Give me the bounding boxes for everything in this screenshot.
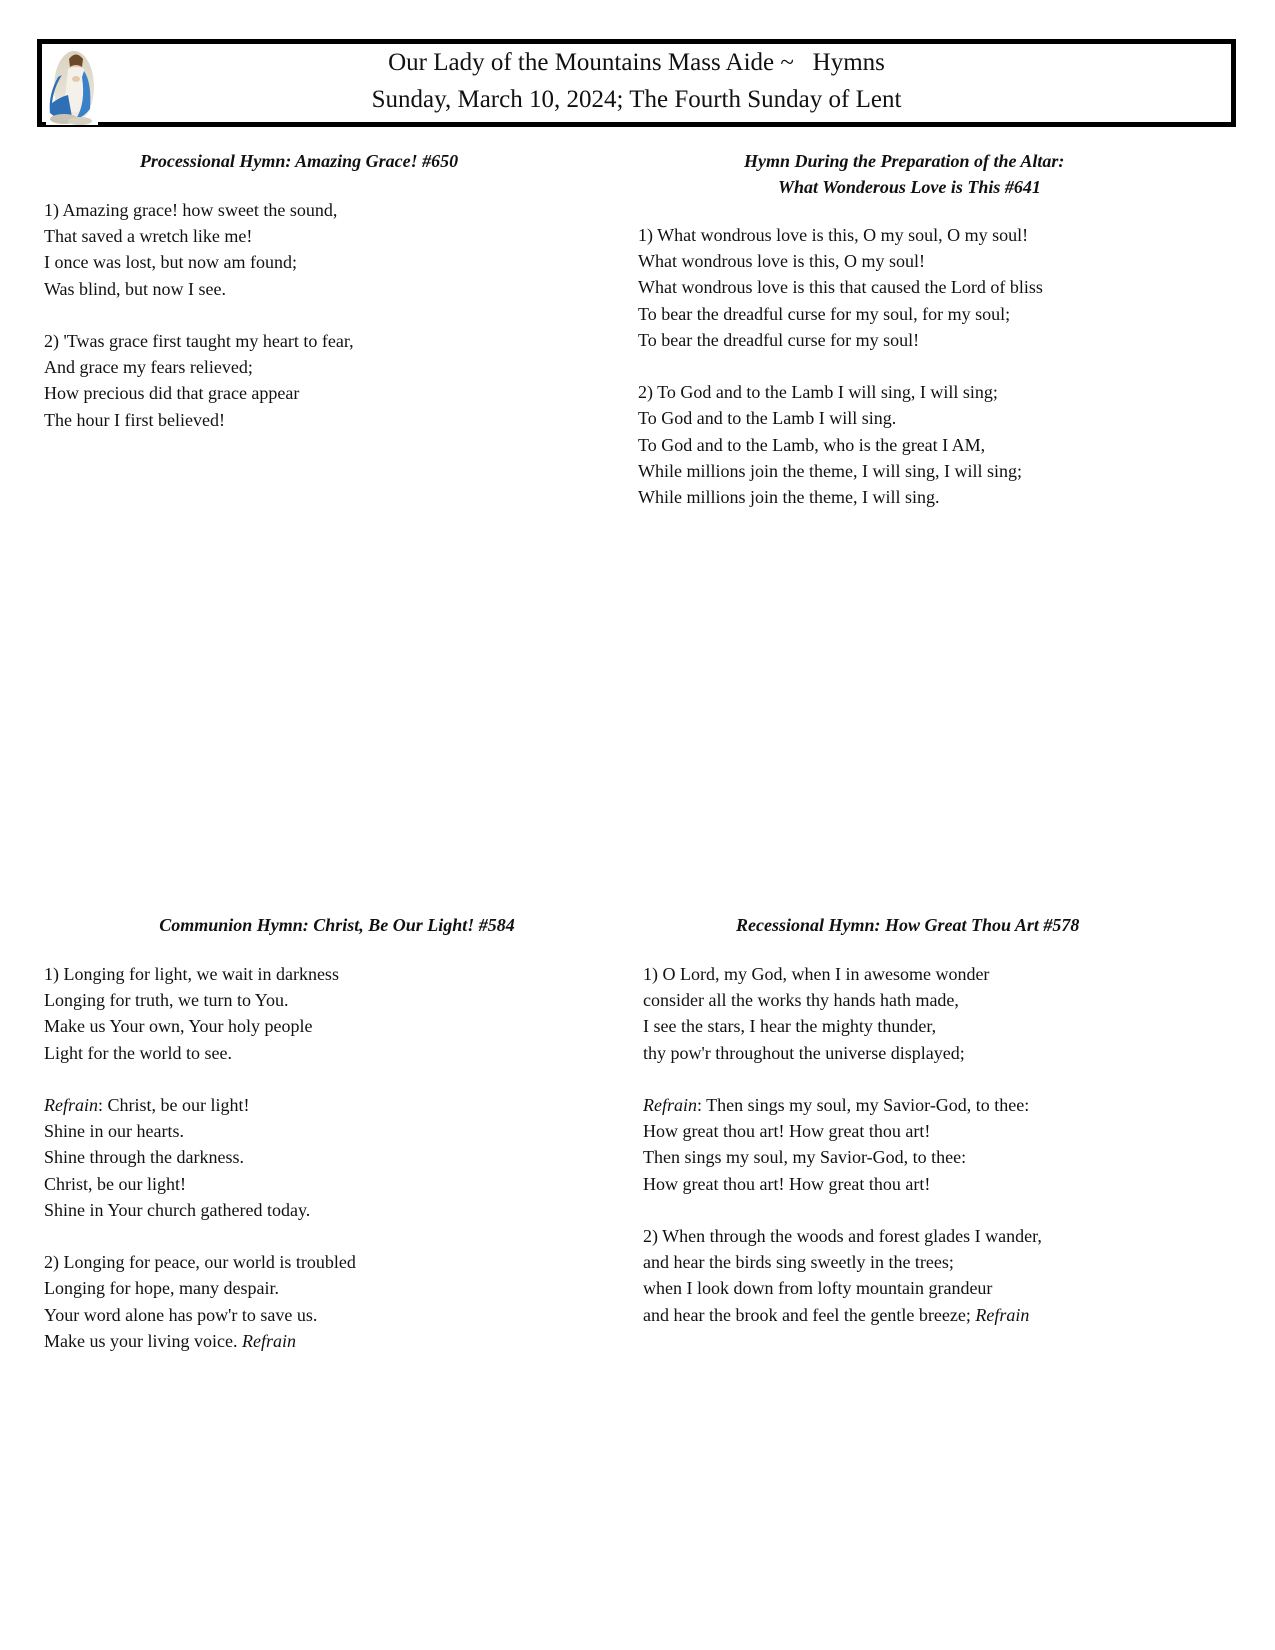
verse-line: To bear the dreadful curse for my soul, for my soul; <box>638 303 1011 324</box>
verse-line: The hour I first believed! <box>44 409 225 430</box>
recessional-verse-2 <box>643 1223 1042 1328</box>
verse-line: 1) What wondrous love is this, O my soul, O my soul! <box>638 225 1029 245</box>
verse-line: thy pow'r throughout the universe displayed; <box>643 1042 965 1063</box>
verse-last-text: Make us your living voice. <box>44 1330 242 1351</box>
verse-line: While millions join the theme, I will sing, I will sing; <box>638 460 1022 481</box>
preparation-verse-1 <box>638 222 1043 353</box>
refrain-label: Refrain <box>643 1095 697 1115</box>
verse-line: To God and to the Lamb I will sing. <box>638 408 897 429</box>
refrain-first-text: : Then sings my soul, my Savior-God, to thee: <box>697 1095 1030 1115</box>
verse-line: Shine in Your church gathered today. <box>44 1199 311 1220</box>
header-date: Sunday, March 10, 2024; The Fourth Sunday of Lent <box>371 86 902 113</box>
refrain-label: Refrain <box>241 1330 296 1351</box>
communion-verses <box>44 961 356 1354</box>
verse-line: Make us Your own, Your holy people <box>44 1016 313 1037</box>
verse-line: Was blind, but now I see. <box>44 278 227 299</box>
verse-line: Light for the world to see. <box>44 1042 232 1063</box>
verse-line: What wondrous love is this that caused the Lord of bliss <box>638 277 1043 298</box>
verse-line: 2) 'Twas grace first taught my heart to fear, <box>44 331 354 351</box>
verse-line: To God and to the Lamb, who is the great I AM, <box>638 434 986 455</box>
verse-line: What wondrous love is this, O my soul! <box>638 251 925 272</box>
verse-line: How great thou art! How great thou art! <box>643 1173 931 1194</box>
processional-verses <box>44 197 354 433</box>
verse-line: Shine through the darkness. <box>44 1147 244 1168</box>
refrain-first-line <box>44 1092 356 1118</box>
verse-line: and hear the birds sing sweetly in the trees; <box>643 1252 954 1273</box>
verse-line: Longing for truth, we turn to You. <box>44 990 289 1011</box>
verse-line: 1) Amazing grace! how sweet the sound, <box>44 200 338 220</box>
verse-line: when I look down from lofty mountain grandeur <box>643 1278 993 1299</box>
verse-line: consider all the works thy hands hath made, <box>643 990 959 1011</box>
verse-line: 2) Longing for peace, our world is troubled <box>44 1252 356 1273</box>
refrain-label: Refrain <box>44 1095 98 1115</box>
processional-verse-1 <box>44 197 354 302</box>
verse-line: Your word alone has pow'r to save us. <box>44 1304 318 1325</box>
verse-line: While millions join the theme, I will sing. <box>638 487 940 508</box>
communion-refrain <box>44 1092 356 1223</box>
verse-line: Longing for hope, many despair. <box>44 1278 279 1299</box>
refrain-first-text: : Christ, be our light! <box>98 1095 250 1115</box>
preparation-title-line-2: What Wonderous Love is This #641 <box>778 177 1041 197</box>
recessional-verse-1 <box>643 961 1042 1066</box>
verse-line: I once was lost, but now am found; <box>44 252 297 273</box>
verse-line: 1) Longing for light, we wait in darkness <box>44 964 339 984</box>
preparation-title <box>640 148 1220 200</box>
verse-line: 1) O Lord, my God, when I in awesome wonder <box>643 964 990 984</box>
preparation-verses <box>638 222 1043 510</box>
communion-verse-1 <box>44 961 356 1066</box>
verse-line: Shine in our hearts. <box>44 1121 184 1142</box>
refrain-label: Refrain <box>975 1304 1030 1325</box>
verse-line-with-refrain <box>643 1302 1042 1328</box>
verse-last-text: and hear the brook and feel the gentle breeze; <box>643 1304 976 1325</box>
processional-verse-2 <box>44 328 354 433</box>
verse-line: And grace my fears relieved; <box>44 357 253 378</box>
verse-line: To bear the dreadful curse for my soul! <box>638 329 920 350</box>
verse-line: That saved a wretch like me! <box>44 226 253 247</box>
verse-line: How precious did that grace appear <box>44 383 300 404</box>
verse-line: Then sings my soul, my Savior-God, to thee: <box>643 1147 967 1168</box>
refrain-first-line <box>643 1092 1042 1118</box>
header-box <box>37 39 1236 127</box>
recessional-verses <box>643 961 1042 1328</box>
processional-title: Processional Hymn: Amazing Grace! #650 <box>139 151 459 171</box>
recessional-title-text: Recessional Hymn: How Great Thou Art #578 <box>736 915 1080 935</box>
recessional-title <box>640 912 1220 938</box>
communion-verse-2 <box>44 1249 356 1354</box>
recessional-refrain <box>643 1092 1042 1197</box>
verse-line: 2) When through the woods and forest glades I wander, <box>643 1226 1042 1246</box>
verse-line: I see the stars, I hear the mighty thunder, <box>643 1016 937 1037</box>
preparation-verse-2 <box>638 379 1043 510</box>
communion-title: Communion Hymn: Christ, Be Our Light! #584 <box>159 915 515 935</box>
preparation-title-line-1: Hymn During the Preparation of the Altar: <box>744 151 1065 171</box>
verse-line: Christ, be our light! <box>44 1173 186 1194</box>
verse-line-with-refrain <box>44 1328 356 1354</box>
verse-line: How great thou art! How great thou art! <box>643 1121 931 1142</box>
verse-line: 2) To God and to the Lamb I will sing, I will sing; <box>638 382 998 403</box>
header-title: Our Lady of the Mountains Mass Aide ~ Hymns <box>388 49 885 76</box>
